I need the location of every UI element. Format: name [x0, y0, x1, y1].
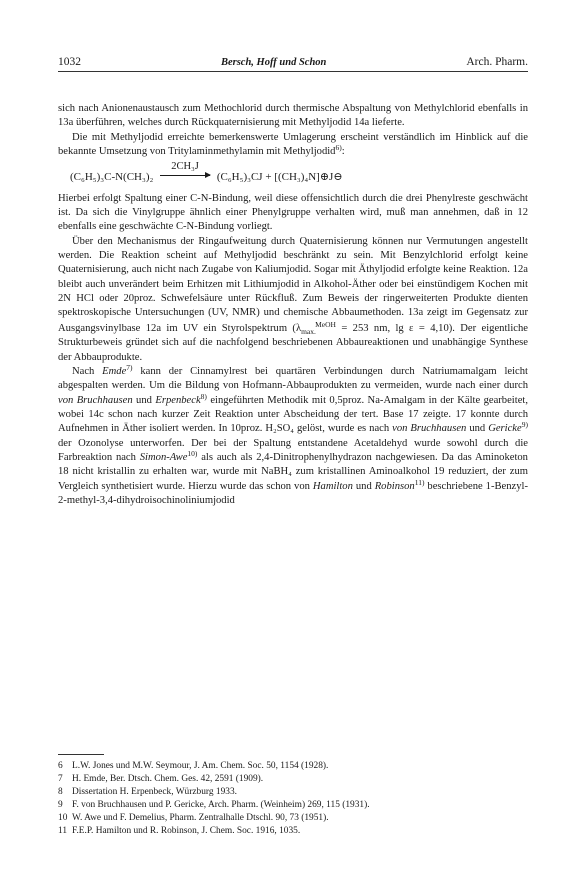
footnotes: [58, 760, 528, 838]
running-authors: Bersch, Hoff und Schon: [220, 57, 327, 68]
footnote-number: 6: [58, 761, 63, 771]
formula-reactant: (C₆H₅)₃C-N(CH₃)₂: [70, 171, 154, 184]
footnote-text: L.W. Jones und M.W. Seymour, J. Am. Chem. Soc. 50, 1154 (1928).: [72, 761, 329, 771]
page: [58, 56, 528, 508]
footnote-8: [58, 786, 528, 799]
reaction-arrow: [160, 161, 210, 176]
paragraph-4: Über den Mechanismus der Ringaufweitung durch Quaternisierung können nur Vermutungen angestellt werden. Die Reaktion scheint auf Methyljodid beschränkt zu sein. Mit Benzylchlorid erfolgt keine Quaternisierung, auch nicht nach Zugabe von Kaliumjodid. Sogar mit Äthyljodid erfolgte keine Reaktion. 12a bleibt auch unverändert beim Erhitzen mit Lithiumjodid in Alkohol-Äther oder bei einstündigem Kochen mit 2N HCl oder 20proz. Schwefelsäure unter Rückfluß. Zum Beweis der ringerweiterten Produkte dienten spektroskopische Untersuchungen (UV, NMR) und chemische Abbaumethoden. 13a zeigt im Gegensatz zur Ausgangsvinylbase 12a im UV ein Styrolspektrum (λ MeOH max. = 253 nm, lg ε = 4,10). Der eigentliche Strukturbeweis gründet sich auf die nachfolgend beschriebenen Abbaureaktionen und unabhängige Synthese der Abbauprodukte.: [58, 235, 528, 363]
footnote-ref-6: 6): [335, 143, 342, 153]
formula-reagent: 2CH₃J: [171, 161, 199, 173]
reaction-equation: [70, 161, 528, 184]
footnote-text: H. Emde, Ber. Dtsch. Chem. Ges. 42, 2591 (1909).: [72, 774, 264, 784]
footnote-7: [58, 773, 528, 786]
formula-products: (C₆H₅)₃CJ + [(CH₃)₄N]⊕J⊖: [216, 171, 343, 184]
footnote-number: 10: [58, 813, 68, 823]
footnote-number: 7: [58, 774, 63, 784]
footnote-divider: [58, 754, 104, 755]
paragraph-1: sich nach Anionenaustausch zum Methochlorid durch thermische Abspaltung von Methylchlorid ebenfalls in 13a überführen, welches durch Rückquaternisierung mit Methyljodid 14a lieferte.: [58, 103, 528, 129]
footnote-text: F. von Bruchhausen und P. Gericke, Arch. Pharm. (Weinheim) 269, 115 (1931).: [72, 800, 370, 810]
paragraph-2: Die mit Methyljodid erreichte bemerkenswerte Umlagerung erscheint verständlich im Hinblick auf die bekannte Umsetzung von Tritylaminmethylamin mit Methyljodid$^{6)}$:: [58, 131, 528, 158]
footnote-number: 9: [58, 800, 63, 810]
footnote-number: 8: [58, 787, 63, 797]
footnote-6: [58, 760, 528, 773]
paragraph-3: Hierbei erfolgt Spaltung einer C-N-Bindung, weil diese offensichtlich durch die drei Phenylreste geschwächt ist. Da sich die Vinylgruppe ähnlich einer Phenylgruppe verhalten wird, muß man annehmen, daß in 12 ebenfalls eine geschwächte C-N-Bindung vorliegt.: [58, 192, 528, 233]
paragraph-5: Nach Emde$^{7)}$ kann der Cinnamylrest bei quartären Verbindungen durch Natriumamalgam leicht abgespalten werden. Um die Bildung von Hofmann-Abbauprodukten zu vermeiden, wurde nach einer durch von Bruchhausen und Erpenbeck$^{8)}$ eingeführten Methodik mit 0,5proz. Na-Amalgam in der Kälte gearbeitet, wobei 14c schon nach kurzer Zeit Reaktion unter Abscheidung der tert. Base 17 zeigte. 17 konnte durch Aufnehmen in Äther isoliert werden. In 10proz. H₂SO₄ gelöst, wurde es nach von Bruchhausen und Gericke$^{9)}$ der Ozonolyse unterworfen. Der bei der Spaltung entstandene Acetaldehyd wurde sowohl durch die Farbreaktion nach Simon-Awe$^{10)}$ als auch als 2,4-Dinitrophenylhydrazon nachgewiesen. Da das Aminoketon 18 nicht kristallin zu erhalten war, wurde mit NaBH₄ zum kristallinen Aminoalkohol 19 reduziert, der zum Vergleich synthetisiert wurde. Hierzu wurde das schon von Hamilton und Robinson$^{11)}$ beschriebene 1-Benzyl-2-methyl-3,4-dihydroisochinoliniumjodid: [58, 362, 529, 506]
footnote-11: [58, 825, 528, 838]
footnote-number: 11: [58, 826, 68, 836]
journal-name: Arch. Pharm.: [466, 56, 528, 68]
running-header: [58, 56, 528, 72]
article-body: [58, 102, 528, 508]
footnote-10: [58, 812, 528, 825]
page-number: 1032: [58, 56, 81, 68]
lambda-annotation: MeOH max.: [301, 319, 336, 336]
footnote-text: Dissertation H. Erpenbeck, Würzburg 1933.: [72, 787, 237, 797]
footnote-text: W. Awe und F. Demelius, Pharm. Zentralhalle Dtschl. 90, 73 (1951).: [72, 813, 329, 823]
footnote-text: F.E.P. Hamilton und R. Robinson, J. Chem. Soc. 1916, 1035.: [72, 826, 301, 836]
footnote-9: [58, 799, 528, 812]
